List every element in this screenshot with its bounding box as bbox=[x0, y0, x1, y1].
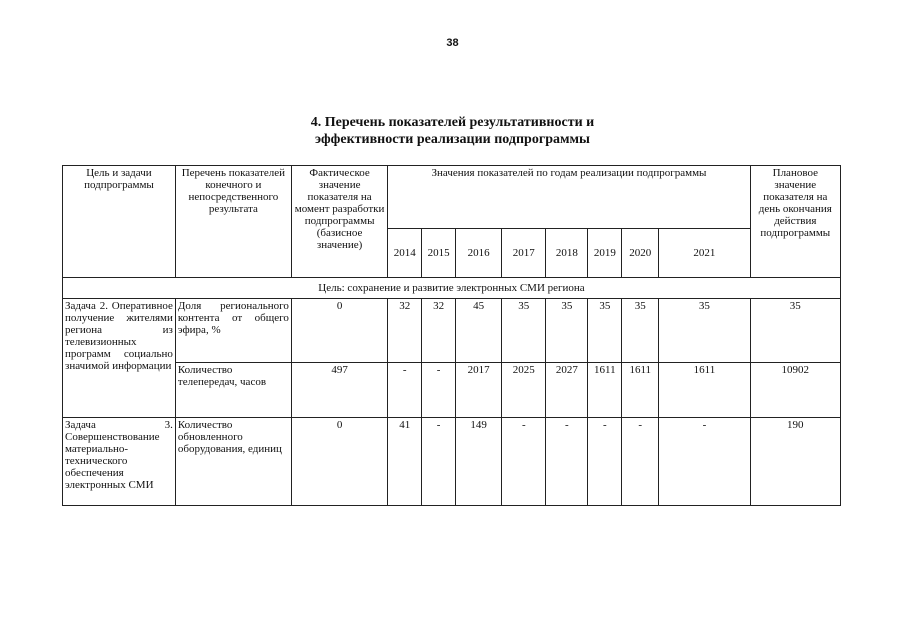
year-value: - bbox=[388, 363, 422, 418]
year-value: 45 bbox=[456, 299, 502, 363]
indicator-name: Доля регионального контента от общего эфира, % bbox=[175, 299, 291, 363]
year-value: - bbox=[502, 418, 546, 506]
title-line-2: эффективности реализации подпрограммы bbox=[315, 132, 590, 147]
task-cell: Задача 3. Совершенствование материально-технического обеспечения электронных СМИ bbox=[63, 418, 176, 506]
year-value: 35 bbox=[502, 299, 546, 363]
year-value: 41 bbox=[388, 418, 422, 506]
actual-value: 0 bbox=[291, 299, 387, 363]
year-value: - bbox=[422, 418, 456, 506]
year-value: - bbox=[422, 363, 456, 418]
year-value: 32 bbox=[388, 299, 422, 363]
planned-value: 10902 bbox=[750, 363, 840, 418]
header-year: 2014 bbox=[388, 229, 422, 278]
indicators-table bbox=[62, 165, 841, 506]
header-planned-value: Плановое значение показателя на день окончания действия подпрограммы bbox=[750, 166, 840, 278]
goal-row bbox=[63, 278, 841, 299]
year-value: 149 bbox=[456, 418, 502, 506]
year-value: - bbox=[546, 418, 588, 506]
header-actual-value: Фактическое значение показателя на момент разработки подпрограммы (базисное значение) bbox=[291, 166, 387, 278]
year-value: 35 bbox=[659, 299, 750, 363]
actual-value: 497 bbox=[291, 363, 387, 418]
header-goal: Цель и задачи подпрограммы bbox=[63, 166, 176, 278]
year-value: - bbox=[588, 418, 622, 506]
year-value: - bbox=[659, 418, 750, 506]
header-years-group: Значения показателей по годам реализации подпрограммы bbox=[388, 166, 750, 229]
header-year: 2021 bbox=[659, 229, 750, 278]
year-value: 1611 bbox=[659, 363, 750, 418]
year-value: - bbox=[622, 418, 659, 506]
table-row bbox=[63, 418, 841, 506]
year-value: 2017 bbox=[456, 363, 502, 418]
year-value: 1611 bbox=[622, 363, 659, 418]
indicator-name: Количество обновленного оборудования, единиц bbox=[175, 418, 291, 506]
header-indicators: Перечень показателей конечного и непосредственного результата bbox=[175, 166, 291, 278]
planned-value: 190 bbox=[750, 418, 840, 506]
header-year: 2020 bbox=[622, 229, 659, 278]
document-title bbox=[0, 114, 905, 148]
header-year: 2015 bbox=[422, 229, 456, 278]
indicator-name: Количество телепередач, часов bbox=[175, 363, 291, 418]
year-value: 35 bbox=[588, 299, 622, 363]
year-value: 35 bbox=[622, 299, 659, 363]
header-year: 2019 bbox=[588, 229, 622, 278]
year-value: 2027 bbox=[546, 363, 588, 418]
task-cell: Задача 2. Оперативное получение жителями региона из телевизионных программ социально значимой информации bbox=[63, 299, 176, 418]
planned-value: 35 bbox=[750, 299, 840, 363]
page-number: 38 bbox=[446, 37, 459, 49]
year-value: 2025 bbox=[502, 363, 546, 418]
header-row bbox=[63, 166, 841, 229]
title-line-1: 4. Перечень показателей результативности и bbox=[310, 115, 595, 130]
header-year: 2017 bbox=[502, 229, 546, 278]
year-value: 35 bbox=[546, 299, 588, 363]
table-row bbox=[63, 299, 841, 363]
year-value: 1611 bbox=[588, 363, 622, 418]
year-value: 32 bbox=[422, 299, 456, 363]
goal-text: Цель: сохранение и развитие электронных СМИ региона bbox=[63, 278, 841, 299]
table-row bbox=[63, 363, 841, 418]
actual-value: 0 bbox=[291, 418, 387, 506]
header-year: 2016 bbox=[456, 229, 502, 278]
header-year: 2018 bbox=[546, 229, 588, 278]
